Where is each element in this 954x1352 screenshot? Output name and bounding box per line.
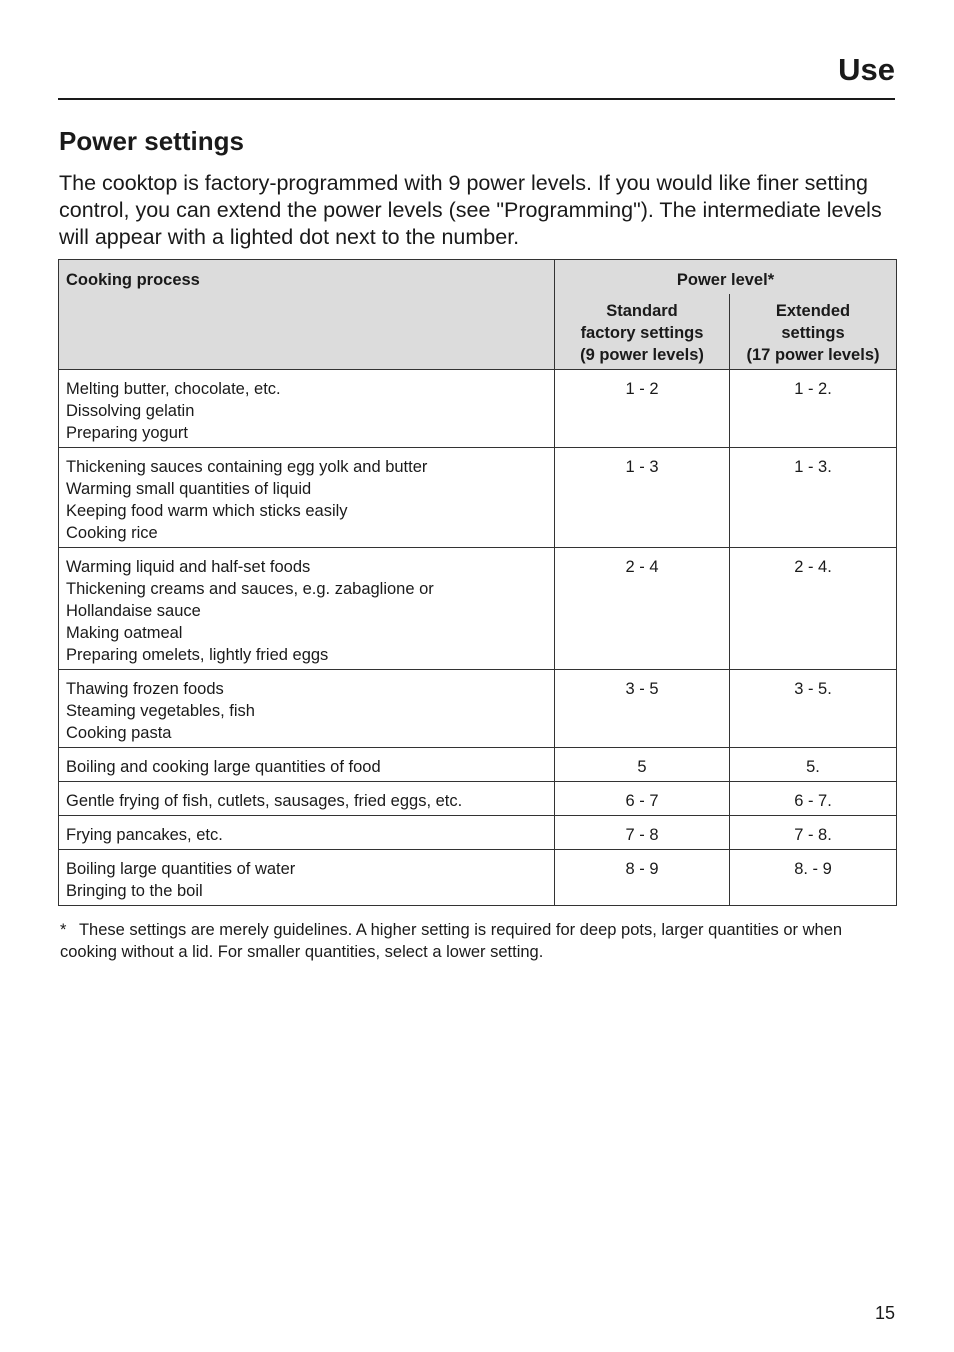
header-standard-line: (9 power levels) [580, 346, 704, 364]
process-cell [59, 748, 555, 782]
process-line: Thawing frozen foods [66, 680, 224, 698]
power-settings-table [58, 259, 897, 906]
extended-level-cell: 1 - 3. [730, 448, 897, 548]
standard-level-cell: 6 - 7 [555, 782, 730, 816]
process-line: Cooking rice [66, 524, 158, 542]
footnote: * These settings are merely guidelines. A higher setting is required for deep pots, larger quantities or when cooking without a lid. For smaller quantities, select a lower setting. [60, 921, 843, 961]
table-row [59, 548, 897, 670]
section-title: Power settings [59, 126, 244, 156]
table-row [59, 816, 897, 850]
process-line: Preparing yogurt [66, 424, 188, 442]
header-extended-line: (17 power levels) [746, 346, 880, 364]
header-cooking-process: Cooking process [59, 260, 555, 370]
header-standard-line: factory settings [580, 324, 704, 342]
process-line: Hollandaise sauce [66, 602, 201, 620]
process-cell [59, 448, 555, 548]
process-line: Making oatmeal [66, 624, 183, 642]
standard-level-cell: 2 - 4 [555, 548, 730, 670]
process-line: Boiling large quantities of water [66, 860, 296, 878]
header-extended-line: Extended [775, 302, 851, 320]
process-line: Frying pancakes, etc. [66, 826, 223, 844]
process-line: Gentle frying of fish, cutlets, sausages, fried eggs, etc. [66, 792, 463, 810]
extended-level-cell: 3 - 5. [730, 670, 897, 748]
process-line: Bringing to the boil [66, 882, 203, 900]
header-extended-line: settings [781, 324, 845, 342]
standard-level-cell: 3 - 5 [555, 670, 730, 748]
table-row [59, 670, 897, 748]
header-power-level: Power level* [555, 260, 897, 295]
intro-paragraph: The cooktop is factory-programmed with 9 power levels. If you would like finer setting control, you can extend the power levels (see "Programming"). The intermediate levels will appear with a lighted dot next to the number. [59, 171, 882, 249]
process-cell [59, 850, 555, 906]
process-line: Keeping food warm which sticks easily [66, 502, 348, 520]
extended-level-cell: 1 - 2. [730, 370, 897, 448]
header-standard-line: Standard [606, 302, 678, 320]
process-line: Dissolving gelatin [66, 402, 195, 420]
table-row [59, 748, 897, 782]
process-line: Melting butter, chocolate, etc. [66, 380, 281, 398]
process-line: Steaming vegetables, fish [66, 702, 255, 720]
extended-level-cell: 7 - 8. [730, 816, 897, 850]
process-cell [59, 370, 555, 448]
header-standard-settings [555, 294, 730, 370]
process-cell [59, 782, 555, 816]
standard-level-cell: 1 - 3 [555, 448, 730, 548]
process-line: Preparing omelets, lightly fried eggs [66, 646, 329, 664]
standard-level-cell: 1 - 2 [555, 370, 730, 448]
process-cell [59, 670, 555, 748]
process-line: Warming small quantities of liquid [66, 480, 312, 498]
standard-level-cell: 7 - 8 [555, 816, 730, 850]
chapter-title: Use [838, 52, 895, 87]
table-row [59, 370, 897, 448]
page-number: 15 [874, 1303, 895, 1323]
extended-level-cell: 5. [730, 748, 897, 782]
table-row [59, 850, 897, 906]
table-row [59, 782, 897, 816]
table-row [59, 448, 897, 548]
extended-level-cell: 6 - 7. [730, 782, 897, 816]
process-line: Thickening creams and sauces, e.g. zabaglione or [66, 580, 434, 598]
process-line: Boiling and cooking large quantities of food [66, 758, 381, 776]
process-line: Warming liquid and half-set foods [66, 558, 311, 576]
header-rule [58, 98, 895, 100]
standard-level-cell: 5 [555, 748, 730, 782]
extended-level-cell: 8. - 9 [730, 850, 897, 906]
process-cell [59, 548, 555, 670]
process-cell [59, 816, 555, 850]
extended-level-cell: 2 - 4. [730, 548, 897, 670]
process-line: Thickening sauces containing egg yolk and butter [66, 458, 428, 476]
header-extended-settings [730, 294, 897, 370]
standard-level-cell: 8 - 9 [555, 850, 730, 906]
process-line: Cooking pasta [66, 724, 172, 742]
